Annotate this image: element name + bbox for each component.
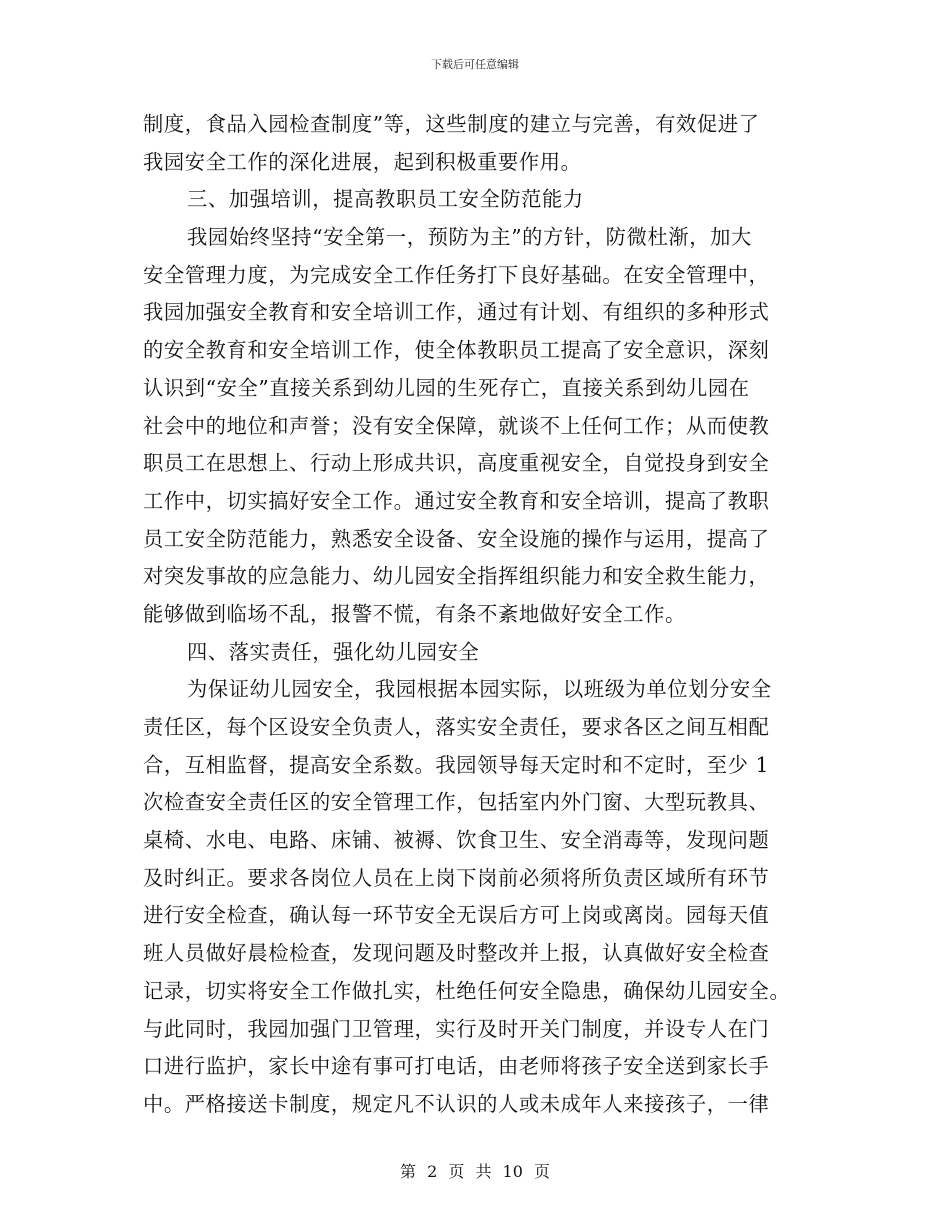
text-line: 为保证幼儿园安全，我园根据本园实际，以班级为单位划分安全	[187, 677, 772, 702]
page-footer: 第 2 页 共 10 页	[400, 1162, 550, 1181]
text-line: 职员工在思想上、行动上形成共识，高度重视安全，自觉投身到安全	[143, 451, 770, 476]
text-line: 口进行监护，家长中途有事可打电话，由老师将孩子安全送到家长手	[143, 1054, 770, 1079]
text-line: 对突发事故的应急能力、幼儿园安全指挥组织能力和安全救生能力，	[143, 564, 770, 589]
text-line: 员工安全防范能力，熟悉安全设备、安全设施的操作与运用，提高了	[143, 526, 770, 551]
text-line: 社会中的地位和声誉；没有安全保障，就谈不上任何工作；从而使教	[143, 413, 770, 438]
document-body	[143, 106, 803, 1124]
text-line: 次检查安全责任区的安全管理工作，包括室内外门窗、大型玩教具、	[143, 790, 770, 815]
text-line: 的安全教育和安全培训工作，使全体教职员工提高了安全意识，深刻	[143, 338, 770, 363]
text-line: 我园加强安全教育和安全培训工作，通过有计划、有组织的多种形式	[143, 300, 770, 325]
text-line: 我园安全工作的深化进展，起到积极重要作用。	[143, 149, 582, 174]
text-line: 责任区，每个区设安全负责人，落实安全责任，要求各区之间互相配	[143, 715, 770, 739]
text-line: 桌椅、水电、电路、床铺、被褥、饮食卫生、安全消毒等，发现问题	[143, 828, 770, 853]
section-heading: 三、加强培训，提高教职员工安全防范能力	[187, 187, 584, 212]
text-line: 工作中，切实搞好安全工作。通过安全教育和安全培训，提高了教职	[143, 488, 770, 513]
text-line: 认识到“安全”直接关系到幼儿园的生死存亡，直接关系到幼儿园在	[143, 375, 750, 400]
text-line: 合，互相监督，提高安全系数。我园领导每天定时和不定时，至少 1	[143, 752, 770, 777]
text-line: 记录，切实将安全工作做扎实，杜绝任何安全隐患，确保幼儿园安全。	[143, 978, 791, 1003]
text-line: 进行安全检查，确认每一环节安全无误后方可上岗或离岗。园每天值	[143, 903, 770, 928]
section-heading: 四、落实责任，强化幼儿园安全	[187, 639, 480, 664]
text-line: 班人员做好晨检检查，发现问题及时整改并上报，认真做好安全检查	[143, 941, 770, 966]
text-line: 我园始终坚持“安全第一，预防为主”的方针，防微杜渐，加大	[187, 225, 752, 250]
text-line: 与此同时，我园加强门卫管理，实行及时开关门制度，并设专人在门	[143, 1016, 770, 1041]
text-line: 能够做到临场不乱，报警不慌，有条不紊地做好安全工作。	[143, 601, 686, 626]
page-header: 下载后可任意编辑	[431, 58, 519, 71]
text-line: 及时纠正。要求各岗位人员在上岗下岗前必须将所负责区域所有环节	[143, 865, 770, 890]
text-line: 中。严格接送卡制度，规定凡不认识的人或未成年人来接孩子，一律	[143, 1091, 770, 1116]
text-line: 安全管理力度，为完成安全工作任务打下良好基础。在安全管理中，	[143, 262, 770, 287]
text-line: 制度，食品入园检查制度”等，这些制度的建立与完善，有效促进了	[143, 112, 760, 136]
